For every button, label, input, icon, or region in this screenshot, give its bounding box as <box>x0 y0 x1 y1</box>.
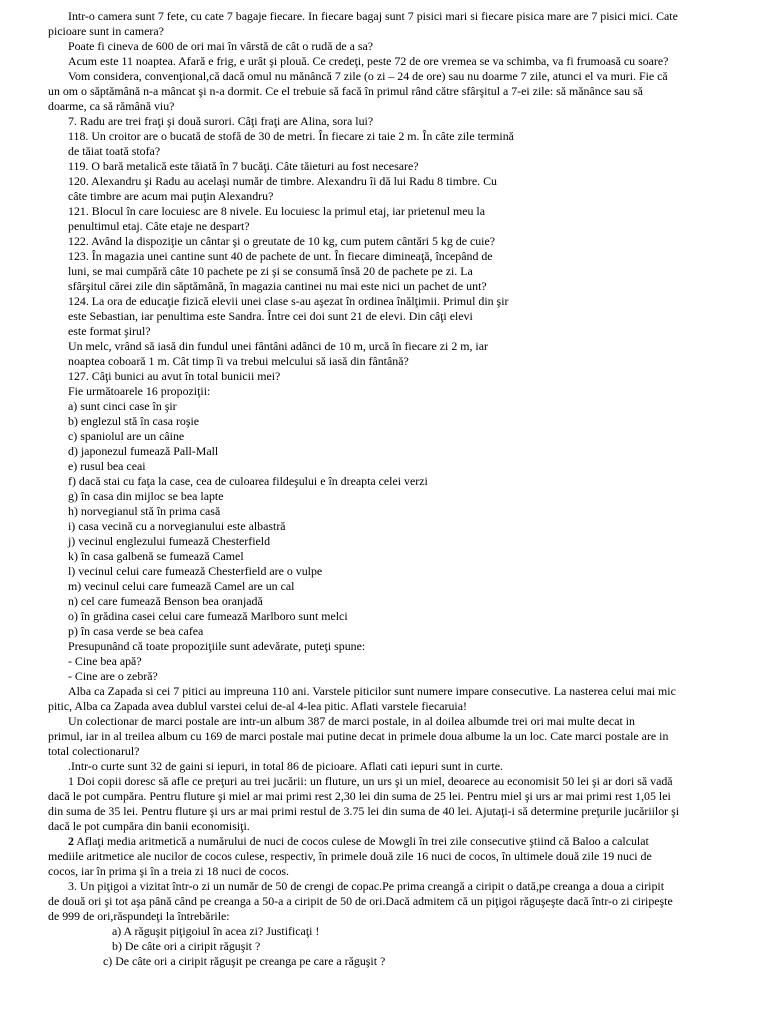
text-line-content: este Sebastian, iar penultima este Sandra. Între cei doi sunt 21 de elevi. Din câţi elevi <box>68 309 473 323</box>
text-line-content: sfârşitul cărei zile din săptămână, în magazia cantinei nu mai este nici un pachet de unt? <box>68 279 487 293</box>
text-line-content: de 999 de ori,răspundeţi la întrebările: <box>48 909 230 923</box>
text-line <box>0 759 768 774</box>
text-line <box>0 714 768 729</box>
text-line-content: câte timbre are acum mai puţin Alexandru? <box>68 189 274 203</box>
text-line-content: Intr-o camera sunt 7 fete, cu cate 7 bagaje fiecare. In fiecare bagaj sunt 7 pisici mari si fiecare pisica mare are 7 pisici mici. Cate <box>68 9 678 23</box>
text-line <box>0 369 768 384</box>
text-line-content: dacă le pot cumpăra din banii economisiţi. <box>48 819 250 833</box>
text-line-content: 123. În magazia unei cantine sunt 40 de pachete de unt. În fiecare dimineaţă, începând de <box>68 249 493 263</box>
text-line-content: din suma de 35 lei. Pentru fluture şi urs ar mai primi restul de 3.75 lei din suma de 40 lei. Ajutaţi-i să determine preţurile jucăriilor şi <box>48 804 680 818</box>
text-line <box>0 279 768 294</box>
text-line-content: cocos, iar în prima şi în a treia zi 18 nuci de cocos. <box>48 864 290 878</box>
text-line <box>0 879 768 894</box>
text-line <box>0 669 768 684</box>
text-line-content: Un colectionar de marci postale are intr-un album 387 de marci postale, in al doilea albumde trei ori mai multe decat in <box>68 714 636 728</box>
text-line-content: e) rusul bea ceai <box>68 459 146 473</box>
text-line <box>0 429 768 444</box>
text-line <box>0 834 768 849</box>
text-line <box>0 924 768 939</box>
text-line <box>0 84 768 99</box>
text-line <box>0 309 768 324</box>
text-line <box>0 24 768 39</box>
text-line <box>0 339 768 354</box>
text-line-content: Fie următoarele 16 propoziţii: <box>68 384 211 398</box>
text-line <box>0 189 768 204</box>
text-line <box>0 459 768 474</box>
text-line <box>0 594 768 609</box>
text-line <box>0 204 768 219</box>
text-line-content: un om o săptămână n-a mâncat şi n-a dormit. Ce el trebuie să facă în primul rând către sfârşitul a 7-ei zile: să mănânce sau să <box>48 84 643 98</box>
text-line-content: c) spaniolul are un câine <box>68 429 185 443</box>
text-line <box>0 699 768 714</box>
text-line <box>0 534 768 549</box>
text-line <box>0 744 768 759</box>
text-line-content: Acum este 11 noaptea. Afară e frig, e urât şi plouă. Ce credeţi, peste 72 de ore vremea se va schimba, va fi frumoasă cu soare? <box>68 54 669 68</box>
text-line <box>0 549 768 564</box>
text-line-content: penultimul etaj. Câte etaje ne despart? <box>68 219 250 233</box>
text-line <box>0 939 768 954</box>
text-line-content: c) De câte ori a ciripit răguşit pe creanga pe care a răguşit ? <box>103 954 386 968</box>
text-line-content: pitic, Alba ca Zapada avea dublul varstei celui de-al 4-lea pitic. Aflati varstele fiecaruia! <box>48 699 467 713</box>
text-line-content: f) dacă stai cu faţa la case, cea de culoarea fildeşului e în dreapta celei verzi <box>68 474 428 488</box>
text-line-content: 118. Un croitor are o bucată de stofă de 30 de metri. În fiecare zi taie 2 m. În câte zile termină <box>68 129 514 143</box>
text-line-content: .Intr-o curte sunt 32 de gaini si iepuri, in total 86 de picioare. Aflati cati iepuri sunt in curte. <box>68 759 503 773</box>
text-line <box>0 519 768 534</box>
text-line <box>0 819 768 834</box>
text-line-content: 119. O bară metalică este tăiată în 7 bucăţi. Câte tăieturi au fost necesare? <box>68 159 419 173</box>
text-line <box>0 729 768 744</box>
text-line <box>0 39 768 54</box>
text-line <box>0 774 768 789</box>
text-line-content: p) în casa verde se bea cafea <box>68 624 204 638</box>
text-line-content: Aflaţi media aritmetică a numărului de nuci de cocos culese de Mowgli în trei zile consecutive ştiind că Baloo a calculat <box>76 834 649 848</box>
text-line <box>0 564 768 579</box>
text-line-content: j) vecinul englezului fumează Chesterfield <box>68 534 271 548</box>
text-line-content: i) casa vecină cu a norvegianului este albastră <box>68 519 286 533</box>
text-line <box>0 444 768 459</box>
text-line <box>0 354 768 369</box>
text-line <box>0 789 768 804</box>
text-line <box>0 114 768 129</box>
text-line-content: de două ori şi tot aşa până când pe creanga a 50-a a ciripit de 50 de ori.Dacă admitem că un piţigoi răguşeşte dacă într-o zi ciripeşte <box>48 894 673 908</box>
text-line-content: k) în casa galbenă se fumează Camel <box>68 549 244 563</box>
text-line <box>0 489 768 504</box>
text-line <box>0 609 768 624</box>
text-line <box>0 909 768 924</box>
text-line-content: m) vecinul celui care fumează Camel are un cal <box>68 579 295 593</box>
text-line <box>0 639 768 654</box>
text-line-content: b) englezul stă în casa roşie <box>68 414 200 428</box>
text-line-content: 122. Având la dispoziţie un cântar şi o greutate de 10 kg, cum putem cântări 5 kg de cuie? <box>68 234 496 248</box>
text-line-content: 127. Câţi bunici au avut în total bunicii mei? <box>68 369 281 383</box>
text-line-content: Alba ca Zapada si cei 7 pitici au impreuna 110 ani. Varstele piticilor sunt numere impare consecutive. La nasterea celui mai mic <box>68 684 676 698</box>
text-line <box>0 99 768 114</box>
text-line <box>0 399 768 414</box>
text-line-content: 121. Blocul în care locuiesc are 8 nivele. Eu locuiesc la primul etaj, iar prietenul meu la <box>68 204 486 218</box>
text-line <box>0 324 768 339</box>
text-line <box>0 9 768 24</box>
text-line <box>0 804 768 819</box>
text-line <box>0 144 768 159</box>
text-line-content: este format şirul? <box>68 324 151 338</box>
text-line <box>0 849 768 864</box>
text-line-content: Presupunând că toate propoziţiile sunt adevărate, puteţi spune: <box>68 639 366 653</box>
text-line-content: picioare sunt in camera? <box>48 24 164 38</box>
text-line-content: total colectionarul? <box>48 744 140 758</box>
text-line <box>0 234 768 249</box>
text-line <box>0 579 768 594</box>
text-line-content: dacă le pot cumpăra. Pentru fluture şi miel ar mai primi rest 2,30 lei din suma de 25 lei. Pentru miel şi urs ar mai primi rest 1,05 lei <box>48 789 671 803</box>
text-line <box>0 159 768 174</box>
text-line-content: 3. Un piţigoi a vizitat într-o zi un număr de 50 de crengi de copac.Pe prima creangă a ciripit o dată,pe creanga a doua a ciripit <box>68 879 665 893</box>
text-line-content: mediile aritmetice ale nucilor de cocos culese, respectiv, în primele două zile 16 nuci de cocos, în ultimele două zile 19 nuci de <box>48 849 652 863</box>
text-line-content: - Cine bea apă? <box>68 654 142 668</box>
text-line <box>0 384 768 399</box>
text-line-content: noaptea coboară 1 m. Cât timp îi va trebui melcului să iasă din fântână? <box>68 354 409 368</box>
text-line-content: luni, se mai cumpără câte 10 pachete pe zi şi se consumă însă 20 de pachete pe zi. La <box>68 264 473 278</box>
text-line-content: 124. La ora de educaţie fizică elevii unei clase s-au aşezat în ordinea înălţimii. Primul din şir <box>68 294 509 308</box>
text-line <box>0 54 768 69</box>
text-line <box>0 654 768 669</box>
text-line-content: 7. Radu are trei fraţi şi două surori. Câţi fraţi are Alina, sora lui? <box>68 114 374 128</box>
text-line-content: n) cel care fumează Benson bea oranjadă <box>68 594 263 608</box>
text-line <box>0 684 768 699</box>
text-line-content: Un melc, vrând să iasă din fundul unei fântâni adânci de 10 m, urcă în fiecare zi 2 m, iar <box>68 339 488 353</box>
text-line-content: b) De câte ori a ciripit răguşit ? <box>112 939 261 953</box>
text-line-content: - Cine are o zebră? <box>68 669 158 683</box>
problem-number: 2 <box>68 834 74 848</box>
text-line <box>0 294 768 309</box>
text-line-content: g) în casa din mijloc se bea lapte <box>68 489 224 503</box>
text-line-content: Poate fi cineva de 600 de ori mai în vârstă de cât o rudă de a sa? <box>68 39 374 53</box>
text-line-content: primul, iar in al treilea album cu 169 de marci postale mai putine decat in primele doua albume la un loc. Cate marci postale are in <box>48 729 669 743</box>
text-line <box>0 624 768 639</box>
text-line-content: 1 Doi copii doresc să afle ce preţuri au trei jucării: un fluture, un urs şi un miel, deoarece au economisit 50 lei şi ar dori să vadă <box>68 774 673 788</box>
text-line <box>0 129 768 144</box>
text-line <box>0 864 768 879</box>
text-line <box>0 174 768 189</box>
text-line-content: de tăiat toată stofa? <box>68 144 161 158</box>
text-line <box>0 264 768 279</box>
text-line <box>0 69 768 84</box>
text-line-content: o) în grădina casei celui care fumează Marlboro sunt melci <box>68 609 348 623</box>
text-line <box>0 954 768 969</box>
text-line-content: d) japonezul fumează Pall-Mall <box>68 444 219 458</box>
text-line-content: l) vecinul celui care fumează Chesterfield are o vulpe <box>68 564 323 578</box>
text-line-content: Vom considera, convenţional,că dacă omul nu mănâncă 7 zile (o zi – 24 de ore) sau nu doarme 7 zile, atunci el va muri. Fie că <box>68 69 668 83</box>
text-line-content: a) A răguşit piţigoiul în acea zi? Justificaţi ! <box>112 924 320 938</box>
text-line <box>0 249 768 264</box>
text-line-content: doarme, ca să rămână viu? <box>48 99 175 113</box>
text-line-content: 120. Alexandru şi Radu au acelaşi număr de timbre. Alexandru îi dă lui Radu 8 timbre. Cu <box>68 174 497 188</box>
text-line-content: a) sunt cinci case în şir <box>68 399 177 413</box>
text-line <box>0 894 768 909</box>
text-line <box>0 219 768 234</box>
text-line <box>0 474 768 489</box>
text-line <box>0 414 768 429</box>
text-line-content: h) norvegianul stă în prima casă <box>68 504 221 518</box>
text-line <box>0 504 768 519</box>
